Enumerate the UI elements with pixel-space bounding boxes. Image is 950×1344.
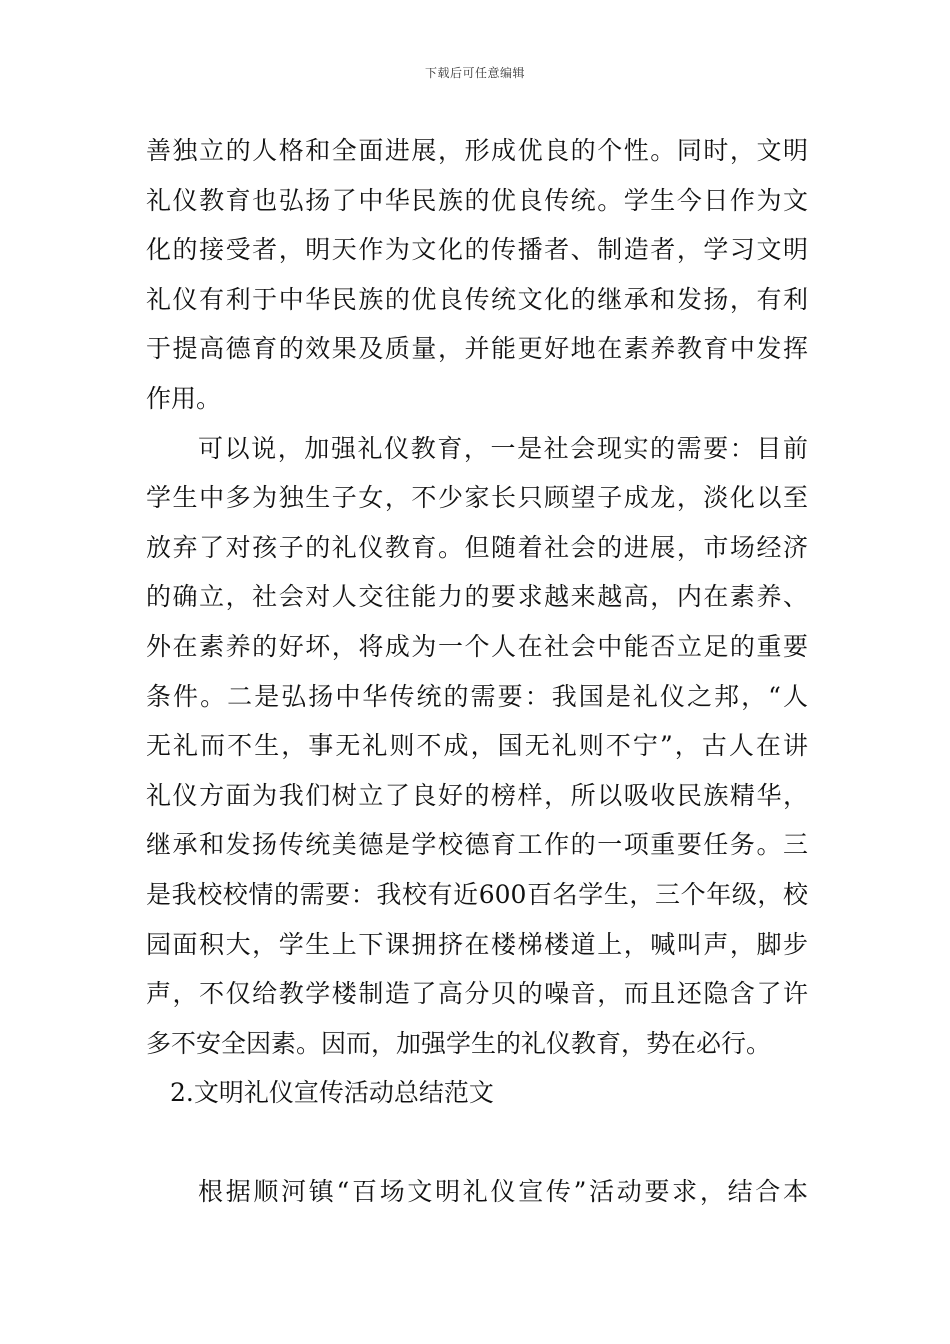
text-line: 学生中多为独生子女，不少家长只顾望子成龙，淡化以至 <box>146 483 808 513</box>
page-header: 下载后可任意编辑 <box>424 66 525 80</box>
text-line: 根据顺河镇“百场文明礼仪宣传”活动要求，结合本 <box>198 1177 808 1207</box>
text-line: 是我校校情的需要：我校有近600百名学生，三个年级，校 <box>146 879 808 909</box>
text-line: 礼仪有利于中华民族的优良传统文化的继承和发扬，有利 <box>146 284 808 314</box>
text-line: 无礼而不生，事无礼则不成，国无礼则不宁”，古人在讲 <box>146 731 808 761</box>
paragraph-1 <box>146 126 808 424</box>
document-body <box>146 126 808 1217</box>
text-line: 善独立的人格和全面进展，形成优良的个性。同时，文明 <box>146 136 808 165</box>
text-line: 作用。 <box>146 383 222 413</box>
text-line: 外在素养的好坏，将成为一个人在社会中能否立足的重要 <box>146 631 808 661</box>
paragraph-3 <box>146 1167 808 1217</box>
text-line: 继承和发扬传统美德是学校德育工作的一项重要任务。三 <box>146 830 808 860</box>
text-line: 化的接受者，明天作为文化的传播者、制造者，学习文明 <box>146 235 808 265</box>
blank-line <box>146 1118 808 1168</box>
section-heading: 2.文明礼仪宣传活动总结范文 <box>170 1078 494 1108</box>
text-line: 于提高德育的效果及质量，并能更好地在素养教育中发挥 <box>146 334 808 364</box>
text-line: 礼仪方面为我们树立了良好的榜样，所以吸收民族精华， <box>146 780 808 810</box>
text-line: 的确立，社会对人交往能力的要求越来越高，内在素养、 <box>146 582 808 612</box>
text-line: 条件。二是弘扬中华传统的需要：我国是礼仪之邦，“人 <box>146 681 808 711</box>
text-line: 多不安全因素。因而，加强学生的礼仪教育，势在必行。 <box>146 1028 772 1058</box>
text-line: 声，不仅给教学楼制造了高分贝的噪音，而且还隐含了许 <box>146 979 808 1009</box>
text-line: 园面积大，学生上下课拥挤在楼梯楼道上，喊叫声，脚步 <box>146 929 808 959</box>
text-line: 放弃了对孩子的礼仪教育。但随着社会的进展，市场经济 <box>146 532 808 562</box>
text-line: 礼仪教育也弘扬了中华民族的优良传统。学生今日作为文 <box>146 185 808 215</box>
text-line: 可以说，加强礼仪教育，一是社会现实的需要：目前 <box>198 433 808 463</box>
paragraph-2 <box>146 424 808 1069</box>
